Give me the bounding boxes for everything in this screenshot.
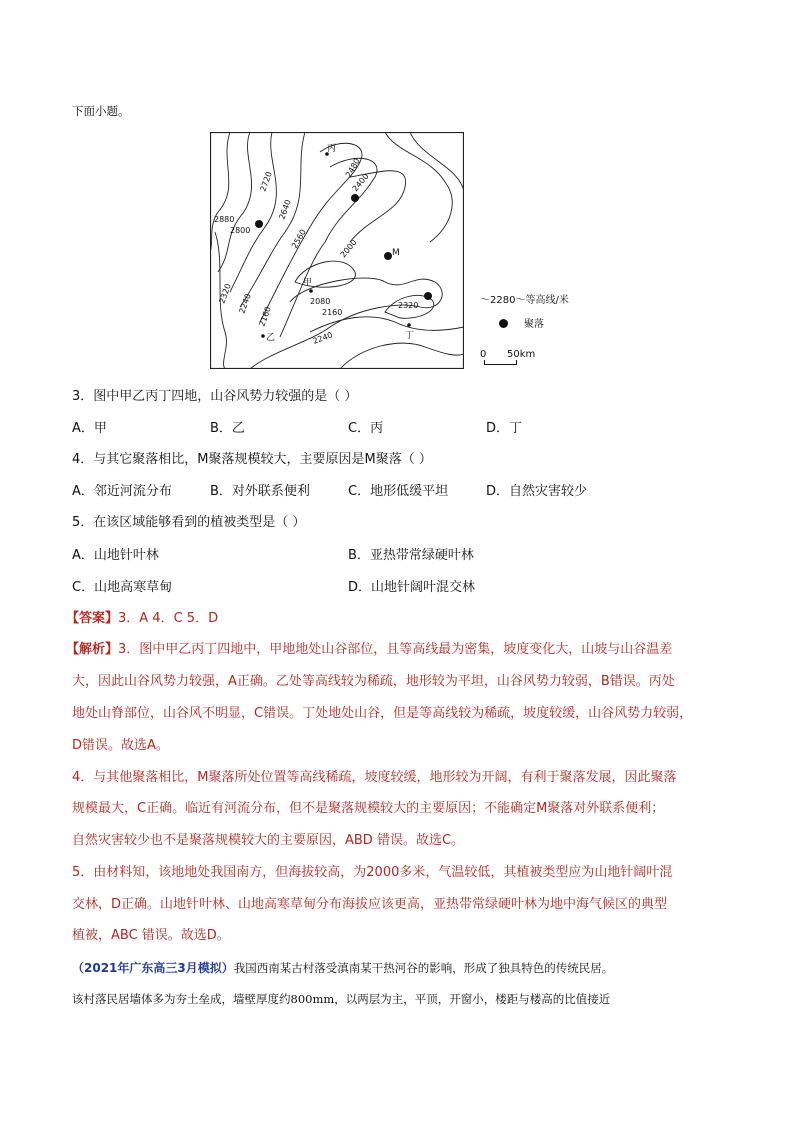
analysis-3-line-1 xyxy=(66,641,672,659)
contour-label: 2000 xyxy=(338,237,359,260)
question-4-option-c: C．地形低缓平坦 xyxy=(348,484,449,499)
analysis-5-line-2: 交林，D正确。山地针叶林、山地高寒草甸分布海拔应该更高，亚热带常绿硬叶林为地中海气候区的典型 xyxy=(72,897,668,912)
legend-settlement-symbol xyxy=(499,319,508,328)
question-4-stem: 4．与其它聚落相比，M聚落规模较大，主要原因是M聚落（ ） xyxy=(72,452,432,467)
analysis-3-line-3: 地处山脊部位，山谷风不明显，C错误。丁处地处山谷，但是等高线较为稀疏，坡度较缓，山谷风势力较弱， xyxy=(72,706,693,721)
question-5-option-c: C．山地高寒草甸 xyxy=(72,580,173,595)
contour-label: 2240 xyxy=(237,292,253,315)
next-question-line-1 xyxy=(72,959,613,978)
place-jia: 甲 xyxy=(303,278,313,288)
contour-label: 2880 xyxy=(214,215,235,224)
legend-scale-end: 50km xyxy=(507,349,536,360)
answer-line xyxy=(66,610,218,628)
question-4-option-b: B．对外联系便利 xyxy=(210,484,310,499)
contour-label: 2720 xyxy=(258,170,274,193)
question-3-option-d: D．丁 xyxy=(486,421,523,436)
question-3-stem: 3．图中甲乙丙丁四地，山谷风势力较强的是（ ） xyxy=(72,389,358,404)
analysis-3-line-2: 大，因此山谷风势力较强，A正确。乙处等高线较为稀疏，地形较为平坦，山谷风势力较弱，B错误。丙处 xyxy=(72,674,675,689)
question-5-option-a: A．山地针叶林 xyxy=(72,548,159,563)
legend-settlement-label: 聚落 xyxy=(524,319,544,330)
contour-map xyxy=(210,132,464,369)
analysis-4-line-3: 自然灾害较少也不是聚落规模较大的主要原因，ABD 错误。故选C。 xyxy=(72,833,465,848)
intro-text: 下面小题。 xyxy=(72,104,130,118)
contour-label: 2320 xyxy=(217,282,233,305)
contour-label: 2640 xyxy=(277,198,293,221)
answer-text: 3．A 4．C 5．D xyxy=(118,611,219,626)
question-3-option-b: B．乙 xyxy=(210,421,245,436)
question-4-option-a: A．邻近河流分布 xyxy=(72,484,172,499)
analysis-3-text-1: 3．图中甲乙丙丁四地中，甲地地处山谷部位，且等高线最为密集，坡度变化大，山坡与山谷温差 xyxy=(118,642,673,657)
next-question-source: （2021年广东高三3月模拟） xyxy=(72,961,234,975)
contour-label: 2240 xyxy=(311,330,334,346)
contour-label: 2320 xyxy=(398,301,419,310)
legend-scale-start: 0 xyxy=(480,349,487,360)
analysis-4-line-1: 4．与其他聚落相比，M聚落所处位置等高线稀疏，坡度较缓，地形较为开阔，有利于聚落发展，因此聚落 xyxy=(72,770,677,785)
next-question-line-2: 该村落民居墙体多为夯土垒成，墙壁厚度约800mm，以两层为主，平顶，开窗小，楼距与楼高的比值接近 xyxy=(72,992,611,1006)
question-3-option-a: A．甲 xyxy=(72,421,107,436)
analysis-5-line-1: 5．由材料知，该地地处我国南方，但海拔较高，为2000多米，气温较低，其植被类型应为山地针阔叶混 xyxy=(72,865,673,880)
contour-label: 2800 xyxy=(230,226,251,235)
next-question-text-1: 我国西南某古村落受滇南某干热河谷的影响，形成了独具特色的传统民居。 xyxy=(233,961,614,975)
question-5-option-b: B．亚热带常绿硬叶林 xyxy=(348,548,474,563)
contour-label: 2480 xyxy=(343,156,362,179)
question-5-stem: 5．在该区域能够看到的植被类型是（ ） xyxy=(72,515,306,530)
place-yi: 乙 xyxy=(266,333,276,343)
place-bing: 丙 xyxy=(327,144,337,154)
analysis-3-line-4: D错误。故选A。 xyxy=(72,738,169,753)
legend-contour: ～2280～等高线/米 xyxy=(480,295,569,306)
contour-label: 2160 xyxy=(322,308,343,317)
question-4-option-d: D．自然灾害较少 xyxy=(486,484,588,499)
analysis-4-line-2: 规模最大，C正确。临近有河流分布，但不是聚落规模较大的主要原因；不能确定M聚落对外联系便利； xyxy=(72,801,665,816)
analysis-5-line-3: 植被，ABC 错误。故选D。 xyxy=(72,928,230,943)
question-5-option-d: D．山地针阔叶混交林 xyxy=(348,580,476,595)
contour-label: 2080 xyxy=(310,297,331,306)
contour-label: 2400 xyxy=(350,171,371,194)
contour-label: 2560 xyxy=(289,227,308,250)
place-m: M xyxy=(392,248,400,258)
question-3-option-c: C．丙 xyxy=(348,421,384,436)
analysis-tag: 【解析】 xyxy=(66,642,119,657)
place-ding: 丁 xyxy=(405,331,415,341)
answer-tag: 【答案】 xyxy=(66,611,119,626)
contour-label: 2160 xyxy=(257,305,273,328)
